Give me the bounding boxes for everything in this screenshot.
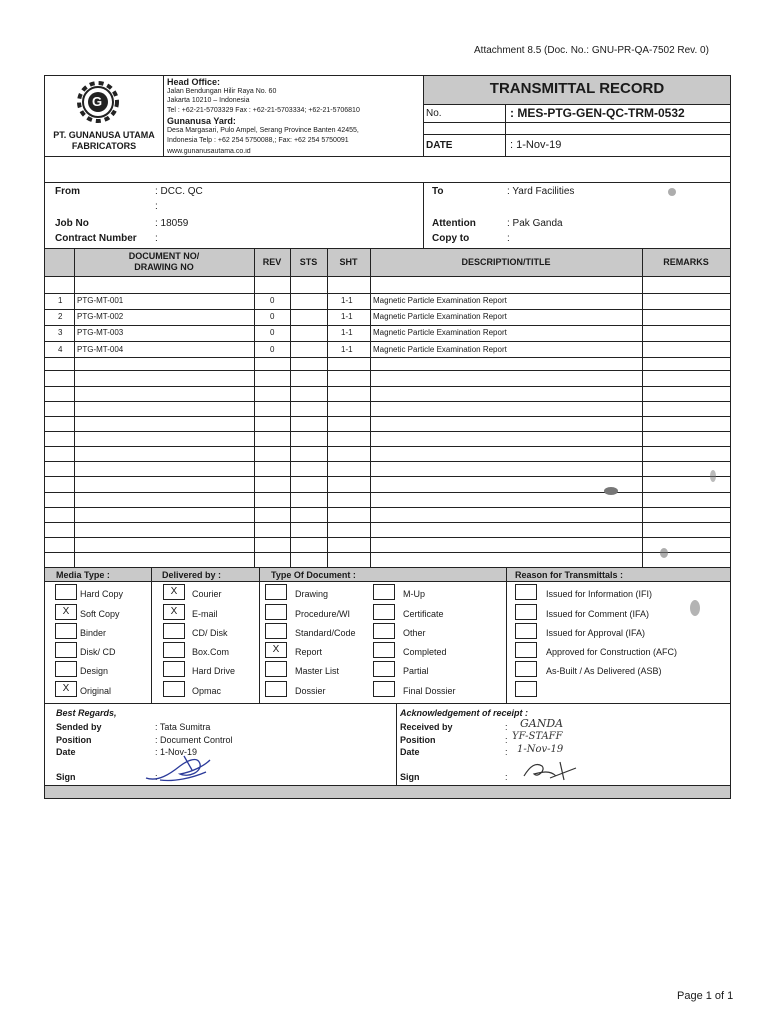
media-type-title: Media Type :: [53, 569, 113, 581]
job-no-label: Job No: [55, 218, 89, 229]
page-number: Page 1 of 1: [677, 990, 734, 1002]
label-ifa: Issued for Approval (IFA): [546, 628, 646, 638]
table-row-line: [44, 446, 731, 447]
sender-position-label: Position: [56, 735, 92, 745]
table-row-line: [44, 476, 731, 477]
checkbox-email[interactable]: X: [163, 604, 185, 620]
sheet: 1-1: [341, 345, 353, 354]
table-row: [0, 345, 768, 359]
column-header-drawing-no: DRAWING NO: [134, 262, 194, 272]
checkbox-original[interactable]: X: [55, 681, 77, 697]
checkbox-design[interactable]: [55, 661, 77, 677]
label-box-com: Box.Com: [192, 647, 230, 657]
from-label: From: [55, 186, 80, 197]
scan-speck: [710, 470, 716, 482]
label-design: Design: [80, 666, 109, 676]
record-no-value: : MES-PTG-GEN-QC-TRM-0532: [510, 106, 685, 120]
checkbox-opmac[interactable]: [163, 681, 185, 697]
checkbox-disk-cd[interactable]: [55, 642, 77, 658]
table-row-line: [44, 431, 731, 432]
row-number: 2: [58, 312, 63, 321]
receiver-position-value: :: [505, 735, 508, 745]
table-row-line: [44, 552, 731, 553]
sender-position-value: : Document Control: [155, 735, 233, 745]
table-row: [0, 328, 768, 342]
checkbox-hard-copy[interactable]: [55, 584, 77, 600]
receiver-position-label: Position: [400, 735, 436, 745]
document-number: PTG-MT-002: [77, 312, 124, 321]
checkbox-standard-code[interactable]: [265, 623, 287, 639]
checkbox-blank[interactable]: [515, 681, 537, 697]
table-row-line: [44, 507, 731, 508]
head-office-line: Tel : +62-21-5703329 Fax : +62-21-5703334; +62-21-5706810: [167, 107, 360, 114]
sended-by-value: : Tata Sumitra: [155, 722, 211, 732]
receiver-sign-value: :: [505, 772, 508, 782]
checkbox-hard-drive[interactable]: [163, 661, 185, 677]
column-header-remarks: REMARKS: [663, 257, 709, 267]
delivered-by-title: Delivered by :: [159, 569, 224, 581]
label-hard-copy: Hard Copy: [80, 589, 124, 599]
checkbox-ifa[interactable]: [515, 623, 537, 639]
revision: 0: [270, 312, 275, 321]
label-email: E-mail: [192, 609, 218, 619]
checkbox-soft-copy[interactable]: X: [55, 604, 77, 620]
checkbox-box-com[interactable]: [163, 642, 185, 658]
attachment-reference: Attachment 8.5 (Doc. No.: GNU-PR-QA-7502 Rev. 0): [474, 45, 709, 56]
checkbox-partial[interactable]: [373, 661, 395, 677]
sender-date-value: : 1-Nov-19: [155, 747, 198, 757]
checkbox-ifi[interactable]: [515, 584, 537, 600]
yard-line: www.gunanusautama.co.id: [167, 148, 251, 155]
copy-to-value: :: [507, 233, 510, 244]
description: Magnetic Particle Examination Report: [373, 345, 507, 354]
reason-title: Reason for Transmittals :: [512, 569, 626, 581]
label-final-dossier: Final Dossier: [403, 686, 456, 696]
label-original: Original: [80, 686, 112, 696]
table-row-line: [44, 537, 731, 538]
label-partial: Partial: [403, 666, 429, 676]
description: Magnetic Particle Examination Report: [373, 296, 507, 305]
label-afc: Approved for Construction (AFC): [546, 647, 678, 657]
sended-by-label: Sended by: [56, 722, 102, 732]
contract-number-label: Contract Number: [55, 233, 137, 244]
sender-sign-label: Sign: [56, 772, 76, 782]
bottom-band: [45, 785, 730, 798]
yard-line: Indonesia Telp : +62 254 5750088,; Fax: +62 254 5750091: [167, 137, 349, 144]
revision: 0: [270, 296, 275, 305]
best-regards: Best Regards,: [56, 708, 117, 718]
job-no-value: : 18059: [155, 218, 189, 229]
label-ifc: Issued for Comment (IFA): [546, 609, 650, 619]
label-standard-code: Standard/Code: [295, 628, 356, 638]
row-number: 1: [58, 296, 63, 305]
label-soft-copy: Soft Copy: [80, 609, 120, 619]
column-header-document-no: DOCUMENT NO/: [128, 251, 200, 261]
checkbox-courier[interactable]: X: [163, 584, 185, 600]
label-certificate: Certificate: [403, 609, 444, 619]
receiver-date-value: :: [505, 747, 508, 757]
label-other: Other: [403, 628, 426, 638]
to-value: : Yard Facilities: [507, 186, 575, 197]
logo-letter: G: [92, 94, 103, 109]
table-row-line: [44, 522, 731, 523]
receiver-sign-label: Sign: [400, 772, 420, 782]
label-hard-drive: Hard Drive: [192, 666, 236, 676]
checkbox-master-list[interactable]: [265, 661, 287, 677]
label-disk-cd: Disk/ CD: [80, 647, 116, 657]
head-office-line: Jakarta 10210 – Indonesia: [167, 97, 250, 104]
revision: 0: [270, 345, 275, 354]
sheet: 1-1: [341, 328, 353, 337]
acknowledgement: Acknowledgement of receipt :: [400, 708, 529, 718]
category-band: [45, 568, 730, 582]
label-binder: Binder: [80, 628, 107, 638]
to-label: To: [432, 186, 444, 197]
checkbox-completed[interactable]: [373, 642, 395, 658]
from-value: : DCC. QC: [155, 186, 203, 197]
checkbox-ifc[interactable]: [515, 604, 537, 620]
document-type-title: Type Of Document :: [268, 569, 359, 581]
scan-speck: [660, 548, 668, 558]
label-ifi: Issued for Information (IFI): [546, 589, 653, 599]
handwritten-receiver-date: 1-Nov-19: [517, 744, 564, 755]
table-row-line: [44, 416, 731, 417]
handwritten-receiver-position: YF-STAFF: [512, 731, 563, 742]
label-procedure: Procedure/WI: [295, 609, 351, 619]
label-asb: As-Built / As Delivered (ASB): [546, 666, 662, 676]
attention-value: : Pak Ganda: [507, 218, 563, 229]
description: Magnetic Particle Examination Report: [373, 312, 507, 321]
label-m-up: M-Up: [403, 589, 425, 599]
receiver-signature: [520, 756, 580, 784]
copy-to-label: Copy to: [432, 233, 470, 244]
head-office-label: Head Office:: [167, 77, 221, 87]
received-by-label: Received by: [400, 722, 453, 732]
scan-speck: [668, 188, 676, 196]
label-cd-disk: CD/ Disk: [192, 628, 228, 638]
company-name-line1: PT. GUNANUSA UTAMA: [53, 130, 155, 140]
table-row: [0, 296, 768, 310]
contract-number-value: :: [155, 233, 158, 244]
label-opmac: Opmac: [192, 686, 222, 696]
checkbox-cd-disk[interactable]: [163, 623, 185, 639]
label-drawing: Drawing: [295, 589, 329, 599]
record-title: TRANSMITTAL RECORD: [489, 80, 665, 97]
table-row: [0, 312, 768, 326]
record-date-label: DATE: [426, 140, 453, 151]
checkbox-asb[interactable]: [515, 661, 537, 677]
record-no-label: No.: [426, 108, 442, 119]
table-row-line: [44, 461, 731, 462]
yard-label: Gunanusa Yard:: [167, 116, 236, 126]
checkbox-binder[interactable]: [55, 623, 77, 639]
sheet: 1-1: [341, 296, 353, 305]
sender-date-label: Date: [56, 747, 76, 757]
column-header-sts: STS: [299, 257, 318, 267]
description: Magnetic Particle Examination Report: [373, 328, 507, 337]
column-header-rev: REV: [262, 257, 282, 267]
checkbox-dossier[interactable]: [265, 681, 287, 697]
yard-line: Desa Margasari, Pulo Ampel, Serang Province Banten 42455,: [167, 127, 359, 134]
sender-signature: [140, 752, 220, 786]
sender-sign-value: :: [155, 772, 158, 782]
scan-speck: [690, 600, 700, 616]
checkbox-afc[interactable]: [515, 642, 537, 658]
checkbox-procedure[interactable]: [265, 604, 287, 620]
column-header-description: DESCRIPTION/TITLE: [461, 257, 551, 267]
sheet: 1-1: [341, 312, 353, 321]
checkbox-other[interactable]: [373, 623, 395, 639]
table-row-line: [44, 370, 731, 371]
checkbox-m-up[interactable]: [373, 584, 395, 600]
from-extra-value: :: [155, 201, 158, 212]
revision: 0: [270, 328, 275, 337]
row-number: 3: [58, 328, 63, 337]
document-number: PTG-MT-004: [77, 345, 124, 354]
company-name-line2: FABRICATORS: [71, 141, 137, 151]
label-dossier: Dossier: [295, 686, 326, 696]
checkbox-drawing[interactable]: [265, 584, 287, 600]
received-by-value: :: [505, 722, 508, 732]
label-completed: Completed: [403, 647, 447, 657]
attention-label: Attention: [432, 218, 476, 229]
checkbox-report[interactable]: X: [265, 642, 287, 658]
receiver-date-label: Date: [400, 747, 420, 757]
record-date-value: : 1-Nov-19: [510, 139, 562, 151]
scan-speck: [604, 487, 618, 495]
document-number: PTG-MT-003: [77, 328, 124, 337]
checkbox-certificate[interactable]: [373, 604, 395, 620]
label-master-list: Master List: [295, 666, 340, 676]
table-row-line: [44, 401, 731, 402]
table-row-line: [44, 492, 731, 493]
head-office-line: Jalan Bendungan Hilir Raya No. 60: [167, 88, 277, 95]
row-number: 4: [58, 345, 63, 354]
handwritten-receiver-name: GANDA: [520, 717, 564, 730]
column-header-sht: SHT: [339, 257, 358, 267]
label-courier: Courier: [192, 589, 222, 599]
document-number: PTG-MT-001: [77, 296, 124, 305]
table-row-line: [44, 386, 731, 387]
checkbox-final-dossier[interactable]: [373, 681, 395, 697]
label-report: Report: [295, 647, 323, 657]
